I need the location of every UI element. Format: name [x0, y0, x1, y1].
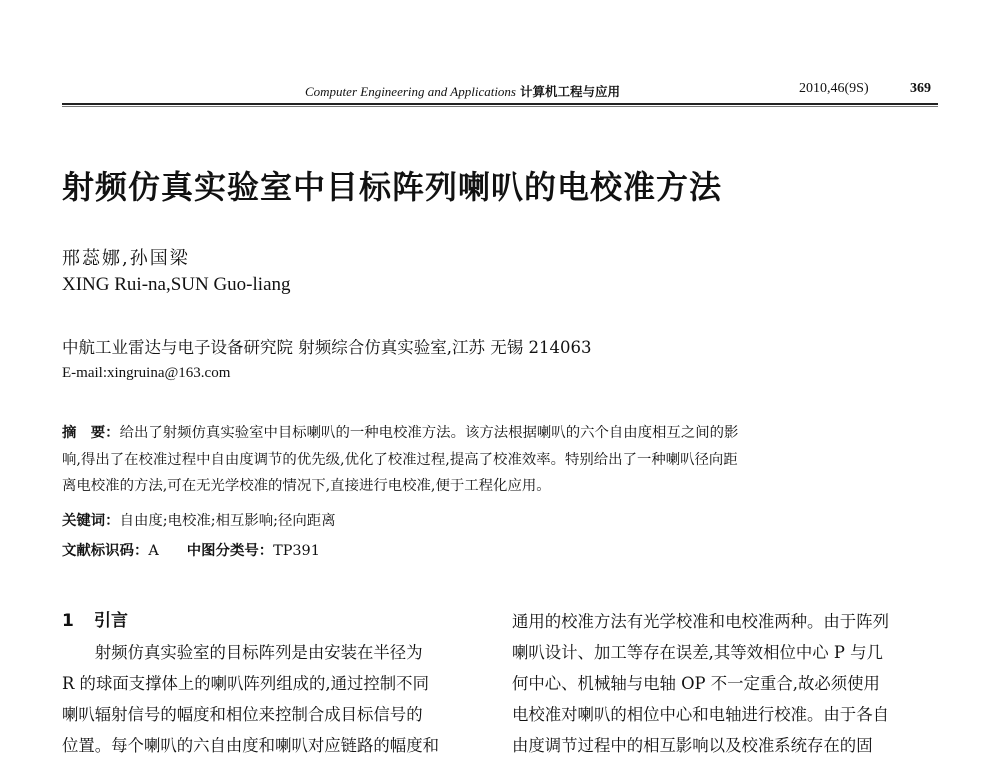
header-rule-thin [62, 106, 938, 107]
body-line: 位置。每个喇叭的六自由度和喇叭对应链路的幅度和 [62, 736, 439, 755]
journal-name-cn: 计算机工程与应用 [520, 84, 621, 99]
section-title: 引言 [94, 611, 128, 631]
section-number: 1 [62, 611, 74, 631]
abstract-line: 响,得出了在校准过程中自由度调节的优先级,优化了校准过程,提高了校准效率。特别给出了一种喇叭径向距 [62, 451, 738, 468]
body-line: R 的球面支撑体上的喇叭阵列组成的,通过控制不同 [62, 674, 429, 693]
body-column-left [62, 606, 502, 760]
abstract [62, 420, 940, 500]
abstract-label: 摘 要： [62, 425, 120, 441]
paper-title: 射频仿真实验室中目标阵列喇叭的电校准方法 [62, 168, 723, 206]
running-header [62, 78, 938, 100]
body-line: 由度调节过程中的相互影响以及校准系统存在的固 [512, 736, 873, 755]
journal-name: Computer Engineering and Applications 计算机工程与应用 [305, 84, 621, 99]
keywords-label: 关键词： [62, 513, 120, 529]
authors-chinese: 邢蕊娜,孙国梁 [62, 248, 190, 269]
body-line: 通用的校准方法有光学校准和电校准两种。由于阵列 [512, 612, 889, 631]
keywords [62, 509, 336, 530]
doc-code-label: 文献标识码： [62, 543, 149, 559]
page-number: 369 [910, 81, 931, 96]
classification [62, 539, 320, 560]
section-heading [62, 606, 502, 637]
body-line: 喇叭设计、加工等存在误差,其等效相位中心 P 与几 [512, 643, 883, 662]
keywords-text: 自由度;电校准;相互影响;径向距离 [119, 513, 336, 529]
body-line: 射频仿真实验室的目标阵列是由安装在半径为 [62, 643, 423, 662]
issue-number: 2010,46(9S) [799, 81, 869, 96]
header-rule [62, 103, 938, 105]
body-line: 何中心、机械轴与电轴 OP 不一定重合,故必须使用 [512, 674, 880, 693]
body-line: 喇叭辐射信号的幅度和相位来控制合成目标信号的 [62, 705, 423, 724]
abstract-line: 离电校准的方法,可在无光学校准的情况下,直接进行电校准,便于工程化应用。 [62, 478, 551, 494]
body-column-right [512, 606, 940, 760]
email: E-mail:xingruina@163.com [62, 365, 231, 381]
body-line: 电校准对喇叭的相位中心和电轴进行校准。由于各自 [512, 705, 889, 724]
abstract-line: 摘 要：给出了射频仿真实验室中目标喇叭的一种电校准方法。该方法根据喇叭的六个自由度相互之间的影 [62, 425, 739, 441]
clc-label: 中图分类号： [186, 543, 274, 559]
clc-code: TP391 [273, 543, 320, 559]
affiliation: 中航工业雷达与电子设备研究院 射频综合仿真实验室,江苏 无锡 214063 [62, 338, 592, 357]
doc-code: A [148, 543, 159, 559]
authors-english: XING Rui-na,SUN Guo-liang [62, 274, 291, 295]
